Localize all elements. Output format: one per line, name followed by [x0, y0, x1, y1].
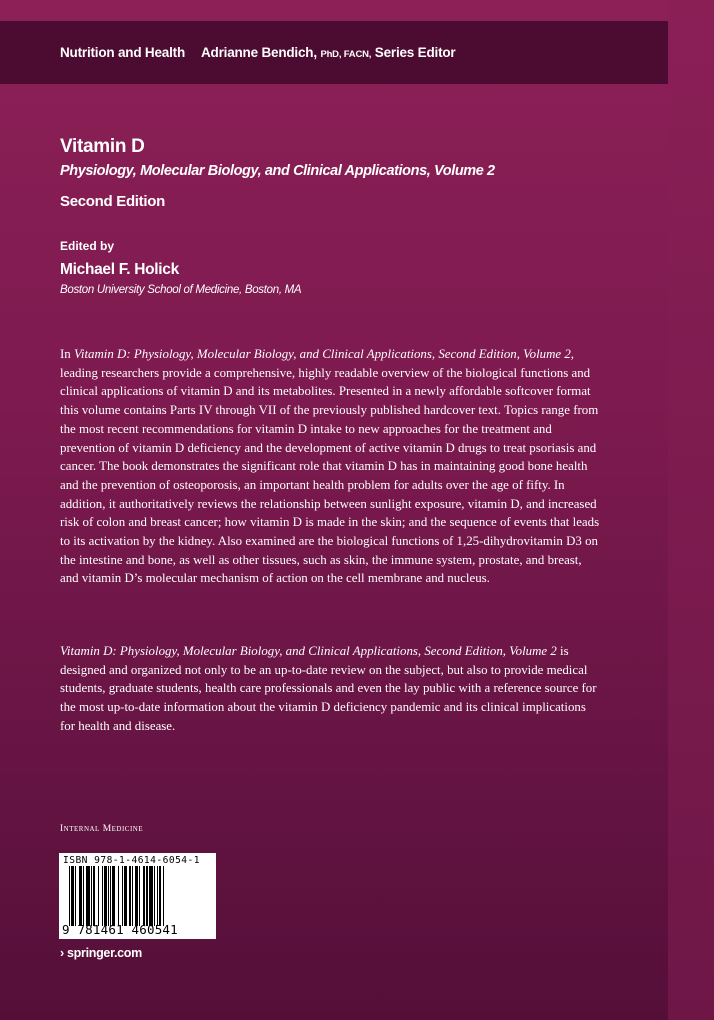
- series-editor-name: Adrianne Bendich,: [201, 45, 317, 60]
- description-paragraph-1: [60, 345, 600, 588]
- para1-title: Vitamin D: Physiology, Molecular Biology, and Clinical Applications, Second Edition, Volume 2,: [73, 347, 575, 361]
- series-header: [60, 45, 455, 60]
- para2-body: is designed and organized not only to be an up-to-date review on the subject, but also to provide medical students, graduate students, health care professionals and even the lay public with a reference source for the most up-to-date information about the vitamin D deficiency pandemic and its clinical implications for health and disease.: [60, 644, 597, 733]
- book-subtitle: Physiology, Molecular Biology, and Clinical Applications, Volume 2: [60, 163, 495, 179]
- subject-category: Internal Medicine: [60, 824, 144, 834]
- para2-title: Vitamin D: Physiology, Molecular Biology, and Clinical Applications, Second Edition, Volume 2: [60, 644, 557, 658]
- book-edition: Second Edition: [60, 193, 165, 210]
- edited-by-label: Edited by: [60, 239, 115, 253]
- description-paragraph-2: [60, 642, 600, 736]
- series-name: Nutrition and Health: [60, 45, 185, 60]
- barcode-bars: [69, 866, 211, 926]
- editor-affiliation: Boston University School of Medicine, Boston, MA: [60, 284, 302, 296]
- editor-name: Michael F. Holick: [60, 261, 179, 278]
- ean-digits: 9 781461 460541: [62, 922, 178, 937]
- book-title: Vitamin D: [60, 136, 145, 157]
- isbn-label: ISBN 978-1-4614-6054-1: [63, 855, 200, 866]
- series-editor-credentials: PhD, FACN,: [320, 49, 372, 60]
- para1-prefix: In: [60, 347, 74, 361]
- cover-right-strip: [668, 0, 714, 1020]
- para1-body: leading researchers provide a comprehensive, highly readable overview of the biological functions and clinical applications of vitamin D and its metabolites. Presented in a newly affordable softcover format this volume contains Parts IV through VII of the previously published hardcover text. Topics range from the most recent recommendations for vitamin D intake to new approaches for the treatment and prevention of vitamin D deficiency and the development of active vitamin D drugs to treat psoriasis and cancer. The book demonstrates the significant role that vitamin D has in maintaining good bone health and the prevention of osteoporosis, an important health problem for adults over the age of fifty. In addition, it authoritatively reviews the relationship between sunlight exposure, vitamin D, and increased risk of colon and breast cancer; how vitamin D is made in the skin; and the sequence of events that leads to its activation by the kidney. Also examined are the biological functions of 1,25-dihydrovitamin D3 on the intestine and bone, as well as other tissues, such as skin, the immune system, prostate, and breast, and vitamin D’s molecular mechanism of action on the cell membrane and nucleus.: [60, 365, 600, 586]
- isbn-barcode: [59, 853, 216, 939]
- series-editor-role: Series Editor: [374, 45, 456, 60]
- publisher-website-link[interactable]: › springer.com: [60, 946, 142, 960]
